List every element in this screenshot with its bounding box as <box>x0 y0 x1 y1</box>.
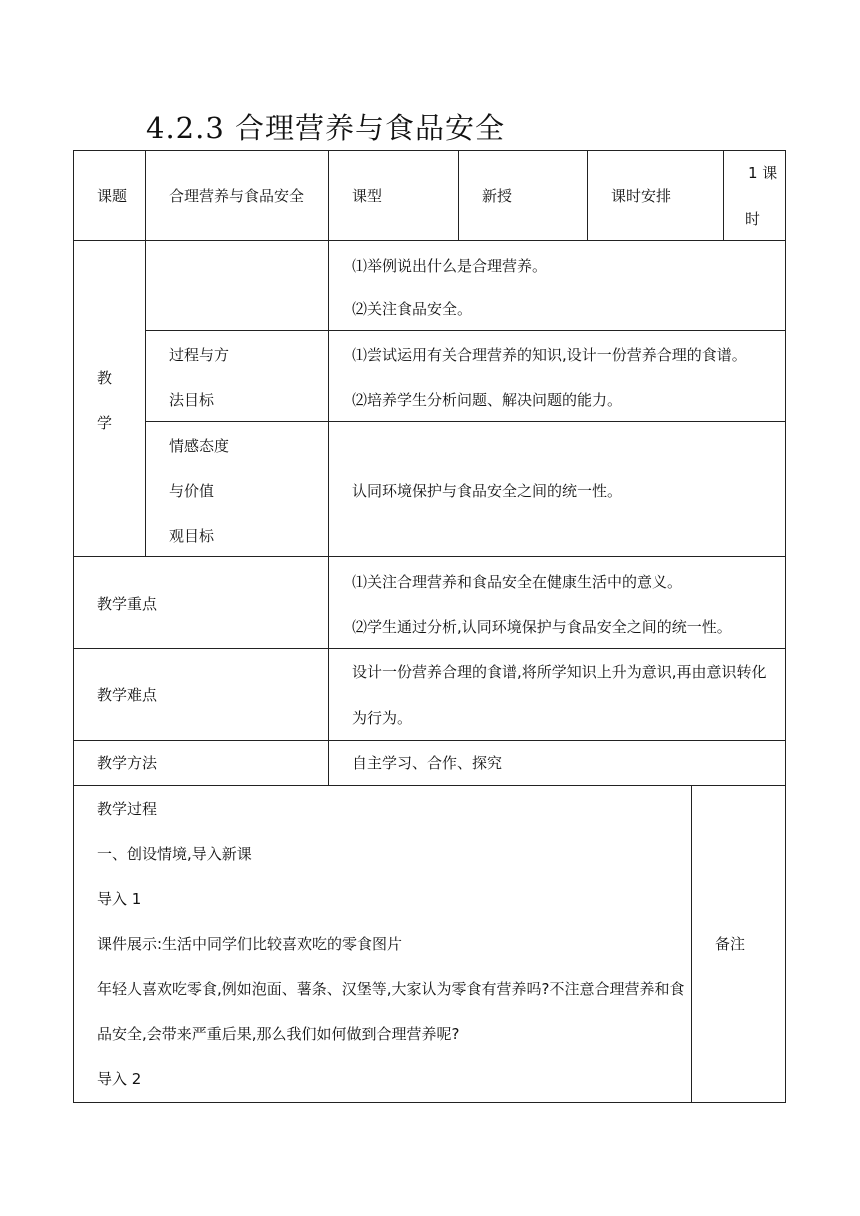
table-border-bottom <box>73 1102 786 1103</box>
key-point-item: ⑵学生通过分析,认同环境保护与食品安全之间的统一性。 <box>352 618 732 636</box>
objectives-group-label-2: 学 <box>97 414 113 432</box>
process-item: ⑴尝试运用有关合理营养的知识,设计一份营养合理的食谱。 <box>352 346 747 364</box>
process-line: 年轻人喜欢吃零食,例如泡面、薯条、汉堡等,大家认为零食有营养吗?不注意合理营养和食 <box>97 980 685 998</box>
row-divider-objectives <box>73 556 786 557</box>
notes-label: 备注 <box>715 935 746 953</box>
row-divider-knowledge <box>145 330 786 331</box>
table-border-top <box>73 150 786 151</box>
emotion-label-line3: 观目标 <box>169 527 215 545</box>
process-line: 导入 2 <box>97 1070 142 1088</box>
col-divider-1 <box>145 150 146 557</box>
emotion-label-line1: 情感态度 <box>169 437 230 455</box>
schedule-value-line1: 1 课 <box>748 164 778 182</box>
table-border-right <box>785 150 786 1103</box>
col-divider-3 <box>458 150 459 241</box>
topic-label: 课题 <box>97 187 128 205</box>
process-line: 一、创设情境,导入新课 <box>97 845 252 863</box>
process-item: ⑵培养学生分析问题、解决问题的能力。 <box>352 391 623 409</box>
key-points-label: 教学重点 <box>97 595 158 613</box>
process-line: 教学过程 <box>97 800 158 818</box>
row-divider-header <box>73 240 786 241</box>
methods-value: 自主学习、合作、探究 <box>352 754 503 772</box>
row-divider-difficulties <box>73 740 786 741</box>
process-line: 课件展示:生活中同学们比较喜欢吃的零食图片 <box>97 935 403 953</box>
type-value: 新授 <box>482 187 513 205</box>
schedule-label: 课时安排 <box>611 187 672 205</box>
row-divider-process <box>145 421 786 422</box>
topic-value: 合理营养与食品安全 <box>169 187 305 205</box>
process-line: 品安全,会带来严重后果,那么我们如何做到合理营养呢? <box>97 1025 460 1043</box>
knowledge-item: ⑵关注食品安全。 <box>352 300 473 318</box>
document-title: 4.2.3 合理营养与食品安全 <box>146 111 506 145</box>
process-line: 导入 1 <box>97 890 142 908</box>
difficulties-text-line1: 设计一份营养合理的食谱,将所学知识上升为意识,再由意识转化 <box>352 663 767 681</box>
methods-label: 教学方法 <box>97 754 158 772</box>
objectives-group-label-1: 教 <box>97 369 113 387</box>
difficulties-text-line2: 为行为。 <box>352 709 413 727</box>
row-divider-key-points <box>73 648 786 649</box>
table-border-left <box>73 150 74 1103</box>
col-divider-notes <box>691 785 692 1103</box>
process-label-line2: 法目标 <box>169 391 215 409</box>
emotion-label-line2: 与价值 <box>169 482 215 500</box>
schedule-value-line2: 时 <box>745 210 761 228</box>
emotion-text: 认同环境保护与食品安全之间的统一性。 <box>352 482 623 500</box>
knowledge-item: ⑴举例说出什么是合理营养。 <box>352 257 548 275</box>
col-divider-2 <box>328 150 329 786</box>
col-divider-5 <box>723 150 724 241</box>
row-divider-methods <box>73 785 786 786</box>
key-point-item: ⑴关注合理营养和食品安全在健康生活中的意义。 <box>352 573 683 591</box>
col-divider-4 <box>587 150 588 241</box>
type-label: 课型 <box>352 187 383 205</box>
process-label-line1: 过程与方 <box>169 346 230 364</box>
difficulties-label: 教学难点 <box>97 686 158 704</box>
